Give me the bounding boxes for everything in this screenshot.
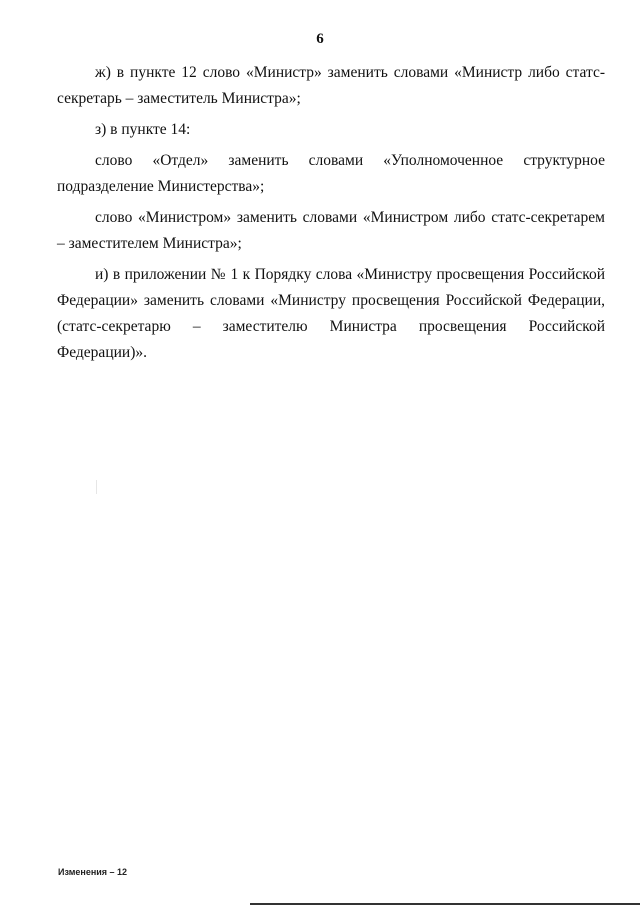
scan-artifact: [96, 480, 97, 494]
footer-note: Изменения – 12: [58, 867, 128, 877]
page-number: 6: [316, 31, 324, 47]
paragraph-z: з) в пункте 14:: [95, 121, 191, 138]
paragraph-i: и) в приложении № 1 к Порядку слова «Министру просвещения Российской Федерации» заменить словами «Министру просвещения Российской Федерации, (статс-секретарю – заместителю Министра просвещения Российской Федерации)».: [57, 266, 605, 361]
document-body: [57, 60, 605, 371]
paragraph-slovo-ministrom: слово «Министром» заменить словами «Министром либо статс-секретарем – заместителем Министра»;: [57, 209, 605, 252]
paragraph-zh: ж) в пункте 12 слово «Министр» заменить словами «Министр либо статс-секретарь – заместитель Министра»;: [57, 64, 605, 107]
paragraph-slovo-otdel: слово «Отдел» заменить словами «Уполномоченное структурное подразделение Министерства»;: [57, 152, 605, 195]
